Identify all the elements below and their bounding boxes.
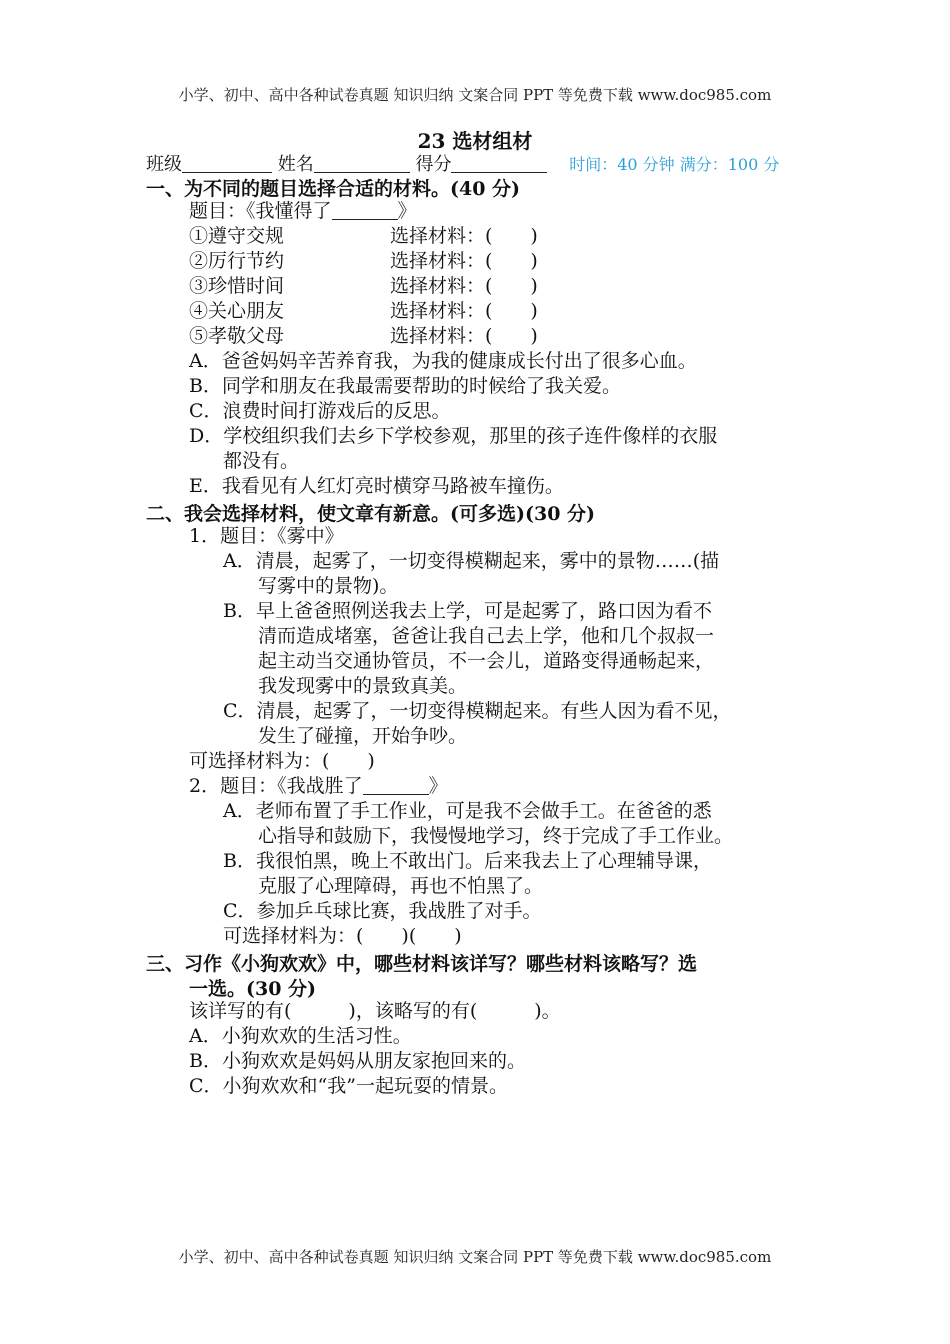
s2-q1-line: A．清晨，起雾了，一切变得模糊起来，雾中的景物……(描 bbox=[223, 550, 720, 572]
section-3-heading-cont: 一选。(30 分) bbox=[189, 978, 317, 1000]
s2-q1-title: 1．题目：《雾中》 bbox=[189, 525, 344, 547]
s2-q2-line: B．我很怕黑，晚上不敢出门。后来我去上了心理辅导课， bbox=[223, 850, 712, 872]
section-2-heading: 二、我会选择材料，使文章有新意。(可多选)(30 分) bbox=[146, 503, 596, 525]
s2-q2-answer[interactable]: 可选择材料为：( )( ) bbox=[223, 925, 462, 947]
s1-topic-item: ④关心朋友 bbox=[189, 300, 285, 322]
s1-option: A．爸爸妈妈辛苦养育我，为我的健康成长付出了很多心血。 bbox=[189, 350, 697, 372]
s1-option-cont: 都没有。 bbox=[223, 450, 300, 472]
s2-q1-line: 我发现雾中的景致真美。 bbox=[258, 675, 468, 697]
s2-q1-line: 清而造成堵塞，爸爸让我自己去上学，他和几个叔叔一 bbox=[258, 625, 715, 647]
page-title: 23 选材组材 bbox=[417, 129, 533, 153]
s2-q2-line: 心指导和鼓励下，我慢慢地学习，终于完成了手工作业。 bbox=[258, 825, 734, 847]
s1-topic: 题目：《我懂得了 》 bbox=[189, 200, 417, 222]
name-blank[interactable] bbox=[314, 154, 410, 173]
s1-choose-answer[interactable]: 选择材料：( ) bbox=[390, 225, 538, 247]
s2-q2-line: C．参加乒乓球比赛，我战胜了对手。 bbox=[223, 900, 542, 922]
page-header: 小学、初中、高中各种试卷真题 知识归纳 文案合同 PPT 等免费下载 www.doc985.com bbox=[178, 86, 772, 104]
s3-option: A．小狗欢欢的生活习性。 bbox=[189, 1025, 412, 1047]
score-blank[interactable] bbox=[451, 154, 547, 173]
s2-q2-line: 克服了心理障碍，再也不怕黑了。 bbox=[258, 875, 544, 897]
s2-q1-line: 起主动当交通协管员，不一会儿，道路变得通畅起来， bbox=[258, 650, 715, 672]
s1-topic-blank[interactable] bbox=[332, 201, 398, 220]
s1-option: C．浪费时间打游戏后的反思。 bbox=[189, 400, 451, 422]
s1-topic-item: ②厉行节约 bbox=[189, 250, 285, 272]
s1-choose-answer[interactable]: 选择材料：( ) bbox=[390, 325, 538, 347]
s1-choose-answer[interactable]: 选择材料：( ) bbox=[390, 275, 538, 297]
s2-q1-answer[interactable]: 可选择材料为：( ) bbox=[189, 750, 375, 772]
s2-q1-line: B．早上爸爸照例送我去上学，可是起雾了，路口因为看不 bbox=[223, 600, 712, 622]
s1-option: B．同学和朋友在我最需要帮助的时候给了我关爱。 bbox=[189, 375, 621, 397]
section-3-heading: 三、习作《小狗欢欢》中，哪些材料该详写？哪些材料该略写？选 bbox=[146, 953, 698, 975]
s1-topic-item: ①遵守交规 bbox=[189, 225, 285, 247]
s3-answer[interactable]: 该详写的有( )，该略写的有( )。 bbox=[189, 1000, 561, 1022]
s1-topic-item: ⑤孝敬父母 bbox=[189, 325, 285, 347]
s3-option: B．小狗欢欢是妈妈从朋友家抱回来的。 bbox=[189, 1050, 526, 1072]
page-footer: 小学、初中、高中各种试卷真题 知识归纳 文案合同 PPT 等免费下载 www.doc985.com bbox=[178, 1248, 772, 1266]
s3-option: C．小狗欢欢和“我”一起玩耍的情景。 bbox=[189, 1075, 508, 1097]
section-1-heading: 一、为不同的题目选择合适的材料。(40 分) bbox=[146, 178, 521, 200]
s2-q2-line: A．老师布置了手工作业，可是我不会做手工。在爸爸的悉 bbox=[223, 800, 712, 822]
s2-q1-line: 发生了碰撞，开始争吵。 bbox=[258, 725, 468, 747]
s2-q1-line: 写雾中的景物)。 bbox=[258, 575, 399, 597]
s1-choose-answer[interactable]: 选择材料：( ) bbox=[390, 300, 538, 322]
s1-choose-answer[interactable]: 选择材料：( ) bbox=[390, 250, 538, 272]
score-label: 得分 bbox=[415, 154, 452, 175]
class-label: 班级 bbox=[146, 154, 182, 175]
s2-q2-title: 2．题目：《我战胜了 》 bbox=[189, 775, 448, 797]
s2-q2-title-blank[interactable] bbox=[363, 776, 429, 795]
s1-topic-item: ③珍惜时间 bbox=[189, 275, 285, 297]
s1-option: E．我看见有人红灯亮时横穿马路被车撞伤。 bbox=[189, 475, 564, 497]
s1-option: D．学校组织我们去乡下学校参观，那里的孩子连件像样的衣服 bbox=[189, 425, 718, 447]
student-info-row bbox=[146, 150, 779, 176]
time-score-note: 时间：40 分钟 满分：100 分 bbox=[569, 155, 780, 174]
name-label: 姓名 bbox=[277, 154, 314, 175]
s2-q1-line: C．清晨，起雾了，一切变得模糊起来。有些人因为看不见， bbox=[223, 700, 732, 722]
class-blank[interactable] bbox=[182, 154, 272, 173]
